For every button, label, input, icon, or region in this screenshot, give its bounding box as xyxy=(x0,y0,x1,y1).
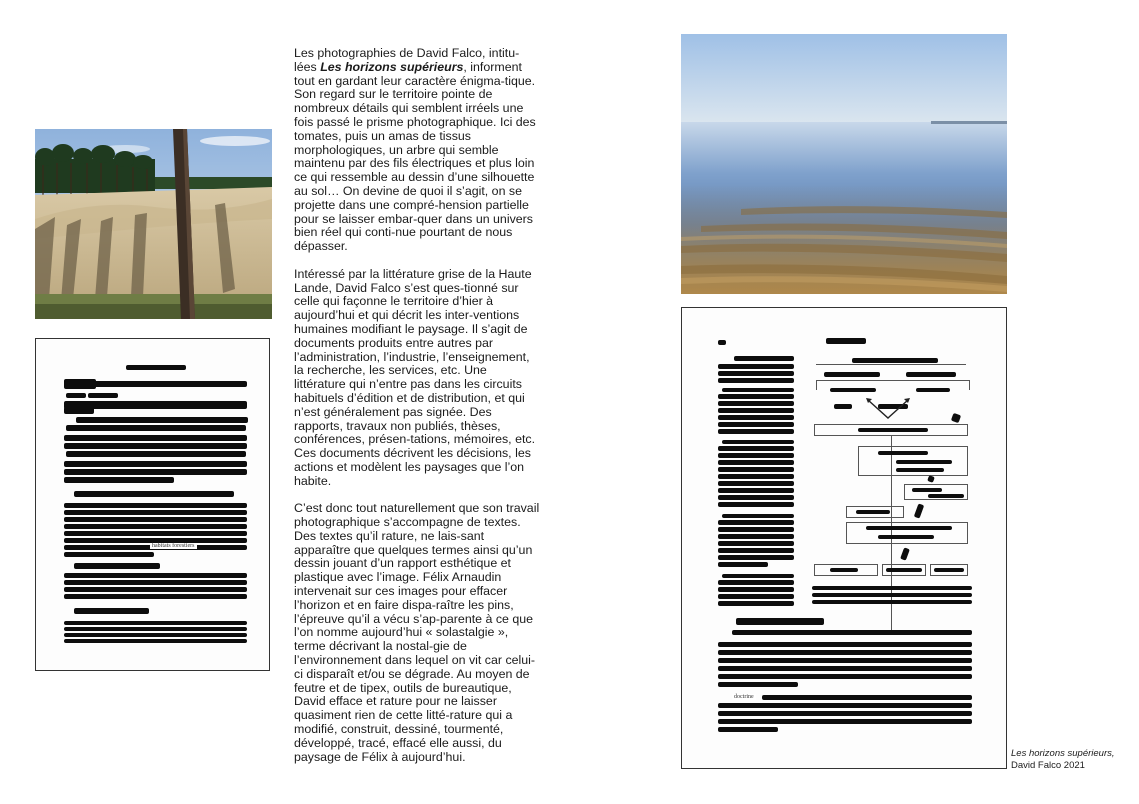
redacted-document-right xyxy=(681,307,1007,769)
lake-photo-image xyxy=(681,34,1007,294)
caption-credit: David Falco 2021 xyxy=(1011,760,1085,771)
forest-photo-image xyxy=(35,129,272,319)
diagram-arrows xyxy=(864,396,912,422)
body-text xyxy=(294,47,540,764)
figure-caption xyxy=(1011,748,1137,772)
paragraph-1-intro: Les photographies de David Falco, intitu-lées xyxy=(294,46,520,74)
doc2-visible-word: doctrine xyxy=(734,694,754,700)
lake-photo xyxy=(681,34,1007,294)
redacted-document-left xyxy=(35,338,270,671)
paragraph-3: C’est donc tout naturellement que son travail photographique s’accompagne de textes. Des textes qu’il rature, ne lais-sant apparaître que quelques termes ainsi qu’un dessin jouant d’un rapport esthétique et plastique avec l’image. Félix Arnaudin intervenait sur ces images pour effacer l’horizon et en faire dispa-raître les pins, l’épreuve qu’il a vécu s’ap-parente à ce que l’on nomme aujourd’hui « solastalgie », terme décrivant la nostal-gie de l’environnement dans lequel on vit car celui-ci disparaît et/ou se dégrade. Au moyen de feutre et de tipex, outils de bureautique, David efface et rature pour ne laisser quasiment rien de cette litté-rature qui a modifié, construit, dessiné, tourmenté, développé, tracé, effacé elle aussi, du paysage de Félix à aujourd’hui. xyxy=(294,501,540,764)
series-title: Les horizons supérieurs xyxy=(320,59,464,74)
forest-photo xyxy=(35,129,272,319)
paragraph-2: Intéressé par la littérature grise de la Haute Lande, David Falco s’est ques-tionné sur celle qui façonne le territoire d’hier à aujourd’hui et qui décrit les inter-ventions humaines modifiant le paysage. Il s’agit de documents produits entre autres par l’administration, l’industrie, l’enseignement, la recherche, les services, etc. Une littérature qui n’entre pas dans les circuits habituels d’édition et de distribution, et qui n’est généralement pas signée. Des rapports, travaux non publiés, thèses, conférences, présen-tations, mémoires, etc. Ces documents décrivent les décisions, les actions et modèlent les paysages que l’on habite. xyxy=(294,266,536,488)
paragraph-1 xyxy=(294,47,540,254)
paragraph-1-rest: , informent tout en gardant leur caractère énigma-tique. Son regard sur le territoire pointe de nombreux détails qui semblent irréels une fois passé le prisme photographique. Ici des tomates, puis un amas de tissus morphologiques, un arbre qui semble maintenu par des fils électriques et plus loin ce qui ressemble au dessin d’une silhouette au sol… On devine de quoi il s’agit, on se projette dans une compré-hension partielle pour se laisser embar-quer dans un univers bien réel qui conti-nue pourtant de nous dépasser. xyxy=(294,59,536,254)
caption-title: Les horizons supérieurs, xyxy=(1011,748,1115,759)
doc1-visible-words: habitats forestiers xyxy=(152,543,195,549)
